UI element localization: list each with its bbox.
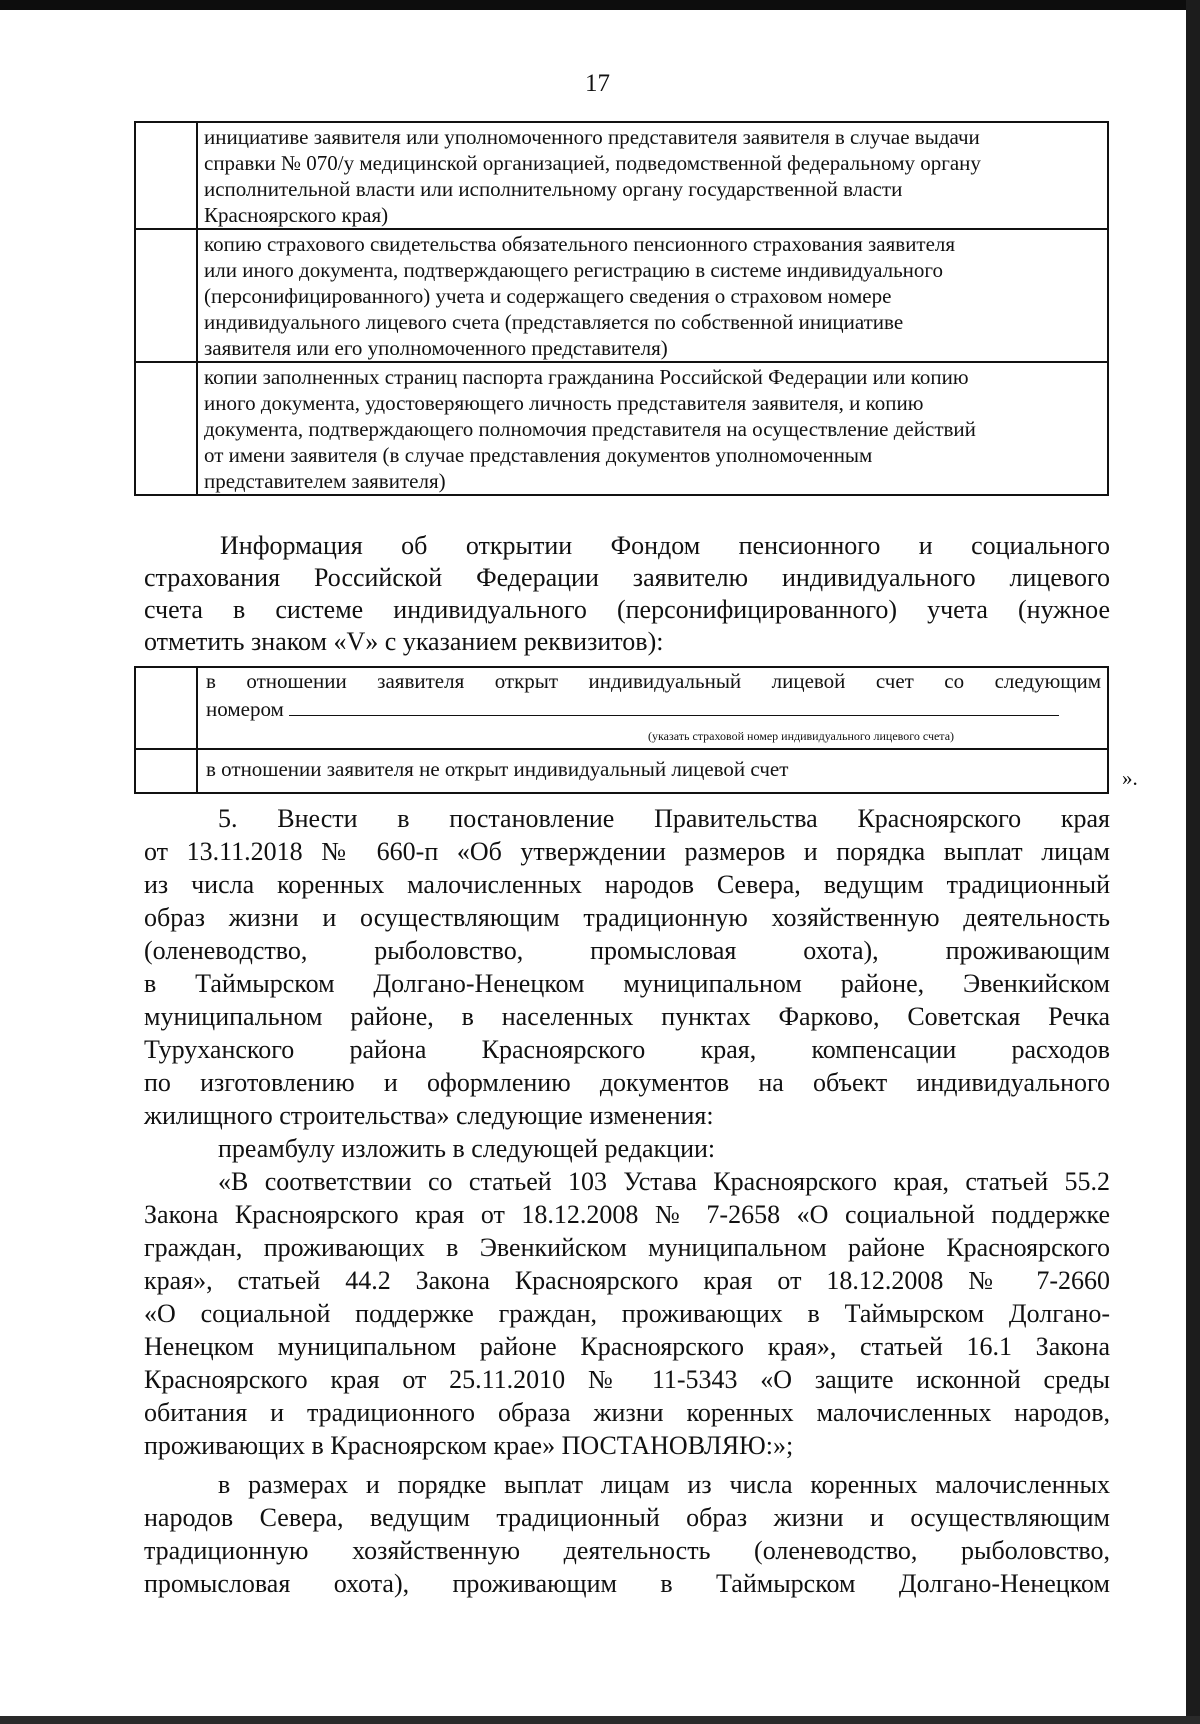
- scan-edge-top: [0, 0, 1200, 10]
- cell-line: инициативе заявителя или уполномоченного представителя заявителя в случае выдачи: [204, 125, 980, 149]
- paragraph-line: жилищного строительства» следующие изменения:: [144, 1101, 714, 1130]
- paragraph-line: Туруханского района Красноярского края, компенсации расходов: [144, 1035, 1110, 1064]
- documents-table: [134, 121, 1109, 496]
- paragraph-line: образ жизни и осуществляющим традиционную хозяйственную деятельность: [144, 903, 1110, 932]
- paragraph-line: граждан, проживающих в Эвенкийском муниципальном районе Красноярского: [144, 1233, 1110, 1262]
- paragraph-line: счета в системе индивидуального (персонифицированного) учета (нужное: [144, 595, 1110, 624]
- page-number: 17: [585, 70, 610, 97]
- cell-line: представителем заявителя): [204, 469, 446, 493]
- field-caption: (указать страховой номер индивидуального лицевого счета): [648, 729, 955, 743]
- paragraph-line: преамбулу изложить в следующей редакции:: [218, 1134, 716, 1163]
- paragraph-line: «В соответствии со статьей 103 Устава Красноярского края, статьей 55.2: [218, 1167, 1110, 1196]
- cell-line: индивидуального лицевого счета (представляется по собственной инициативе: [204, 310, 904, 334]
- paragraph-line: по изготовлению и оформлению документов на объект индивидуального: [144, 1068, 1110, 1097]
- checkbox-cell[interactable]: [135, 749, 197, 793]
- table-cell-text: [197, 362, 1108, 495]
- cell-label: номером: [206, 697, 284, 721]
- scan-edge-bottom: [0, 1716, 1200, 1724]
- paragraph-line: отметить знаком «V» с указанием реквизитов):: [144, 627, 664, 656]
- paragraph-line: «О социальной поддержке граждан, проживающих в Таймырском Долгано-: [144, 1299, 1110, 1328]
- account-number-field[interactable]: [289, 695, 1059, 716]
- paragraph-line: из числа коренных малочисленных народов Севера, ведущим традиционный: [144, 870, 1110, 899]
- cell-line: справки № 070/у медицинской организацией, подведомственной федеральному органу: [204, 151, 981, 175]
- paragraph-line: от 13.11.2018 № 660-п «Об утверждении размеров и порядка выплат лицам: [144, 837, 1110, 866]
- paragraph-line: народов Севера, ведущим традиционный образ жизни и осуществляющим: [144, 1503, 1110, 1532]
- paragraph-line: муниципальном районе, в населенных пунктах Фарково, Советская Речка: [144, 1002, 1110, 1031]
- paragraph-line: в размерах и порядке выплат лицам из числа коренных малочисленных: [218, 1470, 1110, 1499]
- table-row: [135, 122, 1108, 229]
- paragraph-line: обитания и традиционного образа жизни коренных малочисленных народов,: [144, 1398, 1110, 1427]
- cell-line: копии заполненных страниц паспорта гражданина Российской Федерации или копию: [204, 365, 969, 389]
- cell-line: заявителя или его уполномоченного представителя): [204, 336, 668, 360]
- paragraph-line: Ненецком муниципальном районе Красноярского края», статьей 16.1 Закона: [144, 1332, 1110, 1361]
- paragraph-line: в Таймырском Долгано-Ненецком муниципальном районе, Эвенкийском: [144, 969, 1110, 998]
- paragraph-line: проживающих в Красноярском крае» ПОСТАНОВЛЯЮ:»;: [144, 1431, 794, 1460]
- cell-line: в отношении заявителя открыт индивидуальный лицевой счет со следующим: [206, 669, 1101, 693]
- table-row: [135, 362, 1108, 495]
- cell-line: от имени заявителя (в случае представления документов уполномоченным: [204, 443, 873, 467]
- table-cell-text: [197, 229, 1108, 362]
- account-status-table: [134, 666, 1109, 794]
- paragraph-line: традиционную хозяйственную деятельность (оленеводство, рыболовство,: [144, 1536, 1110, 1565]
- table-cell-text: [197, 122, 1108, 229]
- paragraph-line: промысловая охота), проживающим в Таймырском Долгано-Ненецком: [144, 1569, 1110, 1598]
- table-row: [135, 749, 1108, 793]
- cell-line: иного документа, удостоверяющего личность представителя заявителя, и копию: [204, 391, 924, 415]
- checkbox-cell: [135, 229, 197, 362]
- table-cell-text: в отношении заявителя не открыт индивидуальный лицевой счет: [197, 749, 1108, 793]
- cell-line: или иного документа, подтверждающего регистрацию в системе индивидуального: [204, 258, 943, 282]
- paragraph-line: 5. Внести в постановление Правительства Красноярского края: [218, 804, 1110, 833]
- checkbox-cell: [135, 122, 197, 229]
- cell-line: копию страхового свидетельства обязательного пенсионного страхования заявителя: [204, 232, 956, 256]
- cell-line: [206, 695, 1101, 723]
- checkbox-cell[interactable]: [135, 667, 197, 749]
- cell-line: Красноярского края): [204, 203, 389, 227]
- paragraph-line: края», статьей 44.2 Закона Красноярского края от 18.12.2008 № 7-2660: [144, 1266, 1110, 1295]
- cell-line: документа, подтверждающего полномочия представителя на осуществление действий: [204, 417, 976, 441]
- checkbox-cell: [135, 362, 197, 495]
- cell-line: исполнительной власти или исполнительному органу государственной власти: [204, 177, 903, 201]
- scan-edge-right: [1186, 0, 1200, 1724]
- paragraph-line: (оленеводство, рыболовство, промысловая охота), проживающим: [144, 936, 1110, 965]
- table-cell-text: [197, 667, 1108, 749]
- paragraph-line: Закона Красноярского края от 18.12.2008 № 7-2658 «О социальной поддержке: [144, 1200, 1110, 1229]
- paragraph-line: Красноярского края от 25.11.2010 № 11-5343 «О защите исконной среды: [144, 1365, 1110, 1394]
- paragraph-line: страхования Российской Федерации заявителю индивидуального лицевого: [144, 563, 1110, 592]
- table-row: [135, 667, 1108, 749]
- table-row: [135, 229, 1108, 362]
- closing-quote: ».: [1122, 766, 1138, 790]
- cell-line: (персонифицированного) учета и содержащего сведения о страховом номере: [204, 284, 892, 308]
- paragraph-line: Информация об открытии Фондом пенсионного и социального: [220, 531, 1110, 560]
